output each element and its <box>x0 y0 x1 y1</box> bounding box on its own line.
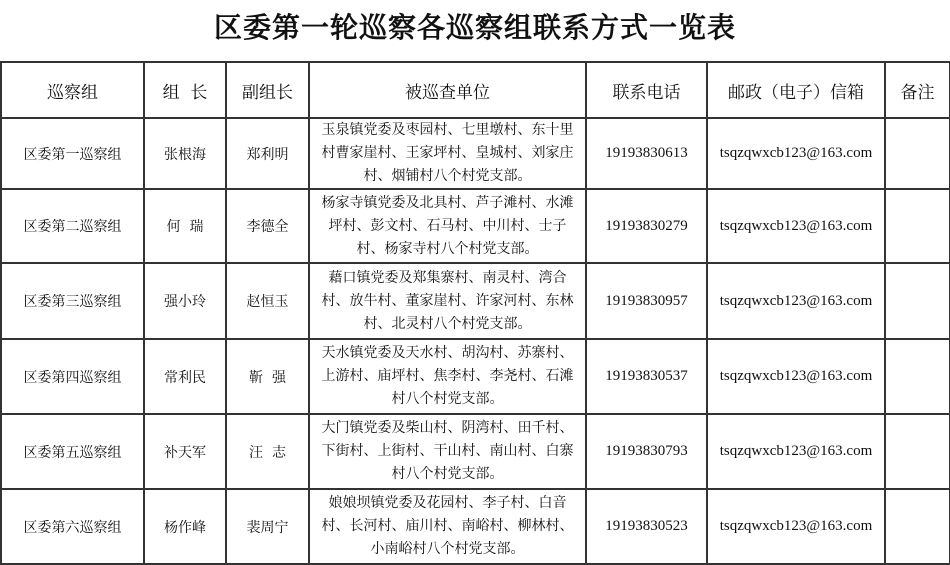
email-cell: tsqzqwxcb123@163.com <box>707 414 885 489</box>
units-cell: 娘娘坝镇党委及花园村、李子村、白音村、长河村、庙川村、南峪村、柳林村、小南峪村八个村党支部。 <box>309 489 586 564</box>
email-cell: tsqzqwxcb123@163.com <box>707 189 885 263</box>
email-cell: tsqzqwxcb123@163.com <box>707 339 885 414</box>
deputy-cell: 郑利明 <box>226 118 309 189</box>
note-cell <box>885 339 950 414</box>
header-leader: 组 长 <box>144 62 226 118</box>
table-row <box>1 118 950 189</box>
group-cell: 区委第三巡察组 <box>1 263 144 339</box>
units-cell: 藉口镇党委及郑集寨村、南灵村、湾合村、放牛村、董家崖村、许家河村、东林村、北灵村八个村党支部。 <box>309 263 586 339</box>
note-cell <box>885 189 950 263</box>
leader-cell: 张根海 <box>144 118 226 189</box>
table-row <box>1 189 950 263</box>
contact-table <box>0 61 950 565</box>
group-cell: 区委第一巡察组 <box>1 118 144 189</box>
phone-cell: 19193830957 <box>586 263 707 339</box>
header-note: 备注 <box>885 62 950 118</box>
units-cell: 杨家寺镇党委及北具村、芦子滩村、水滩坪村、彭文村、石马村、中川村、士子村、杨家寺村八个村党支部。 <box>309 189 586 263</box>
units-cell: 天水镇党委及天水村、胡沟村、苏寨村、上游村、庙坪村、焦李村、李尧村、石滩村八个村党支部。 <box>309 339 586 414</box>
deputy-cell: 裴周宁 <box>226 489 309 564</box>
header-email: 邮政（电子）信箱 <box>707 62 885 118</box>
leader-cell: 何 瑞 <box>144 189 226 263</box>
note-cell <box>885 263 950 339</box>
phone-cell: 19193830523 <box>586 489 707 564</box>
deputy-cell: 李德全 <box>226 189 309 263</box>
deputy-cell: 赵恒玉 <box>226 263 309 339</box>
header-units: 被巡查单位 <box>309 62 586 118</box>
header-row <box>1 62 950 118</box>
phone-cell: 19193830613 <box>586 118 707 189</box>
header-deputy: 副组长 <box>226 62 309 118</box>
email-cell: tsqzqwxcb123@163.com <box>707 118 885 189</box>
phone-cell: 19193830793 <box>586 414 707 489</box>
deputy-cell: 汪 志 <box>226 414 309 489</box>
phone-cell: 19193830279 <box>586 189 707 263</box>
group-cell: 区委第五巡察组 <box>1 414 144 489</box>
table-row <box>1 339 950 414</box>
leader-cell: 常利民 <box>144 339 226 414</box>
table-row <box>1 263 950 339</box>
email-cell: tsqzqwxcb123@163.com <box>707 489 885 564</box>
leader-cell: 补天军 <box>144 414 226 489</box>
email-cell: tsqzqwxcb123@163.com <box>707 263 885 339</box>
page-title: 区委第一轮巡察各巡察组联系方式一览表 <box>213 11 736 44</box>
units-cell: 玉泉镇党委及枣园村、七里墩村、东十里村曹家崖村、王家坪村、皇城村、刘家庄村、烟铺村八个村党支部。 <box>309 118 586 189</box>
group-cell: 区委第四巡察组 <box>1 339 144 414</box>
table-row <box>1 489 950 564</box>
phone-cell: 19193830537 <box>586 339 707 414</box>
header-phone: 联系电话 <box>586 62 707 118</box>
group-cell: 区委第二巡察组 <box>1 189 144 263</box>
note-cell <box>885 414 950 489</box>
note-cell <box>885 118 950 189</box>
note-cell <box>885 489 950 564</box>
header-group: 巡察组 <box>1 62 144 118</box>
leader-cell: 强小玲 <box>144 263 226 339</box>
units-cell: 大门镇党委及柴山村、阴湾村、田千村、下街村、上街村、干山村、南山村、白寨村八个村党支部。 <box>309 414 586 489</box>
group-cell: 区委第六巡察组 <box>1 489 144 564</box>
leader-cell: 杨作峰 <box>144 489 226 564</box>
deputy-cell: 靳 强 <box>226 339 309 414</box>
table-row <box>1 414 950 489</box>
